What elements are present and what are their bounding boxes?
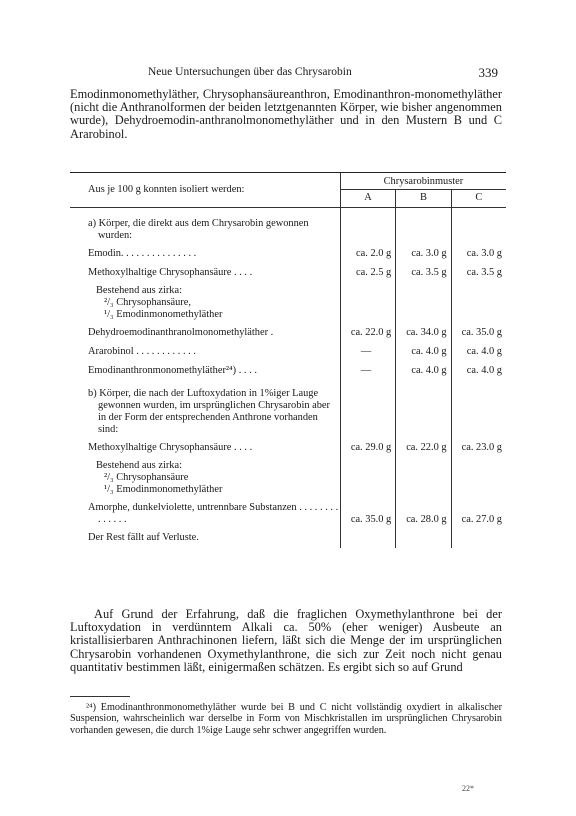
row-label: Ararobinol . . . . . . . . . . . .: [88, 346, 196, 357]
composition-line: ¹/₃ Emodinmonomethyläther: [104, 309, 223, 320]
composition-heading: Bestehend aus zirka:: [96, 285, 182, 296]
cell-a: ca. 22.0 g: [340, 321, 395, 340]
col-header-a: A: [340, 190, 395, 208]
intro-text: Emodinmonomethyläther, Chrysophansäureanthron, Emodinanthron-monomethyläther (nicht die Anthranolformen der beiden letztgenannten Körper, wie bisher angenommen wurde), Dehydroemodin-anthranolmonomethyläther und in den Mustern B und C Ararobinol.: [70, 87, 502, 141]
cell-c: ca. 35.0 g: [451, 321, 506, 340]
cell-b: ca. 34.0 g: [396, 321, 451, 340]
cell-a: —: [340, 340, 395, 359]
cell-b: ca. 4.0 g: [396, 359, 451, 378]
running-title: Neue Untersuchungen über das Chrysarobin: [148, 66, 352, 78]
table-row: [70, 321, 506, 340]
rest-row: [70, 526, 506, 548]
footnote-text: ²⁴) Emodinanthronmonomethyläther wurde bei B und C nicht vollständig oxydiert in alkalischer Suspension, wahrscheinlich war derselbe in Form von Mischkristallen im ursprünglichen Chrysarobin vorhanden gewesen, die durch 1%ige Lauge sehr schwer angegriffen wurden.: [70, 702, 502, 736]
composition-row: [70, 455, 506, 496]
footnote: [70, 702, 502, 736]
composition-heading: Bestehend aus zirka:: [96, 460, 182, 471]
group-header: Chrysarobinmuster: [340, 173, 506, 190]
rest-label: Der Rest fällt auf Verluste.: [88, 532, 199, 543]
cell-b: ca. 28.0 g: [396, 496, 451, 526]
row-label: Methoxylhaltige Chrysophansäure . . . .: [88, 267, 253, 278]
row-label: Amorphe, dunkelviolette, untrennbare Substanzen . . . . . . . . . . . . . .: [88, 502, 339, 525]
left-header: Aus je 100 g konnten isoliert werden:: [70, 173, 340, 208]
row-label: Emodin. . . . . . . . . . . . . . .: [88, 248, 197, 259]
cell-c: ca. 27.0 g: [451, 496, 506, 526]
table-row: [70, 261, 506, 280]
table-row: [70, 436, 506, 455]
cell-c: ca. 23.0 g: [451, 436, 506, 455]
footnote-rule: [70, 696, 130, 697]
cell-b: ca. 4.0 g: [396, 340, 451, 359]
table-row: [70, 242, 506, 261]
cell-a: ca. 29.0 g: [340, 436, 395, 455]
cell-b: ca. 3.5 g: [396, 261, 451, 280]
cell-c: ca. 3.0 g: [451, 242, 506, 261]
body-paragraph: [70, 608, 502, 674]
intro-paragraph: [70, 88, 502, 141]
cell-a: ca. 2.0 g: [340, 242, 395, 261]
page-number: 339: [478, 65, 498, 80]
cell-c: ca. 4.0 g: [451, 340, 506, 359]
row-label: Emodinanthronmonomethyläther²⁴) . . . .: [88, 365, 257, 376]
composition-line: ²/₃ Chrysophansäure: [104, 472, 189, 483]
composition-line: ²/₃ Chrysophansäure,: [104, 297, 191, 308]
col-header-c: C: [451, 190, 506, 208]
composition-line: ¹/₃ Emodinmonomethyläther: [104, 484, 223, 495]
cell-b: ca. 22.0 g: [396, 436, 451, 455]
signature-mark: 22*: [462, 784, 474, 793]
row-label: Methoxylhaltige Chrysophansäure . . . .: [88, 442, 253, 453]
yield-table: [70, 172, 506, 548]
table-row: [70, 496, 506, 526]
cell-a: ca. 35.0 g: [340, 496, 395, 526]
cell-b: ca. 3.0 g: [396, 242, 451, 261]
table-row: [70, 340, 506, 359]
body-text: Auf Grund der Erfahrung, daß die fraglichen Oxymethylanthrone bei der Luftoxydation in verdünntem Alkali ca. 50% (eher weniger) Ausbeute an kristallisierbaren Anthrachinonen liefern, läßt sich die Menge der im ursprünglichen Chrysarobin vorhandenen Oxymethylanthrone, die sich zur Zeit noch nicht genau quantitativ bestimmen läßt, einigermaßen schätzen. Es ergibt sich so auf Grund: [70, 607, 502, 674]
col-header-b: B: [396, 190, 451, 208]
cell-c: ca. 4.0 g: [451, 359, 506, 378]
cell-c: ca. 3.5 g: [451, 261, 506, 280]
row-label: Dehydroemodinanthranolmonomethyläther .: [88, 327, 274, 338]
section-b-label: b) Körper, die nach der Luftoxydation in 1%iger Lauge gewonnen wurden, im ursprünglichen Chrysarobin aber in der Form der entsprechenden Anthrone vorhanden sind:: [88, 388, 330, 435]
table-header-row: [70, 173, 506, 190]
section-b-row: [70, 378, 506, 436]
composition-row: [70, 280, 506, 321]
section-a-label: a) Körper, die direkt aus dem Chrysarobin gewonnen wurden:: [88, 218, 309, 241]
table-row: [70, 359, 506, 378]
cell-a: —: [340, 359, 395, 378]
section-a-row: [70, 208, 506, 243]
cell-a: ca. 2.5 g: [340, 261, 395, 280]
